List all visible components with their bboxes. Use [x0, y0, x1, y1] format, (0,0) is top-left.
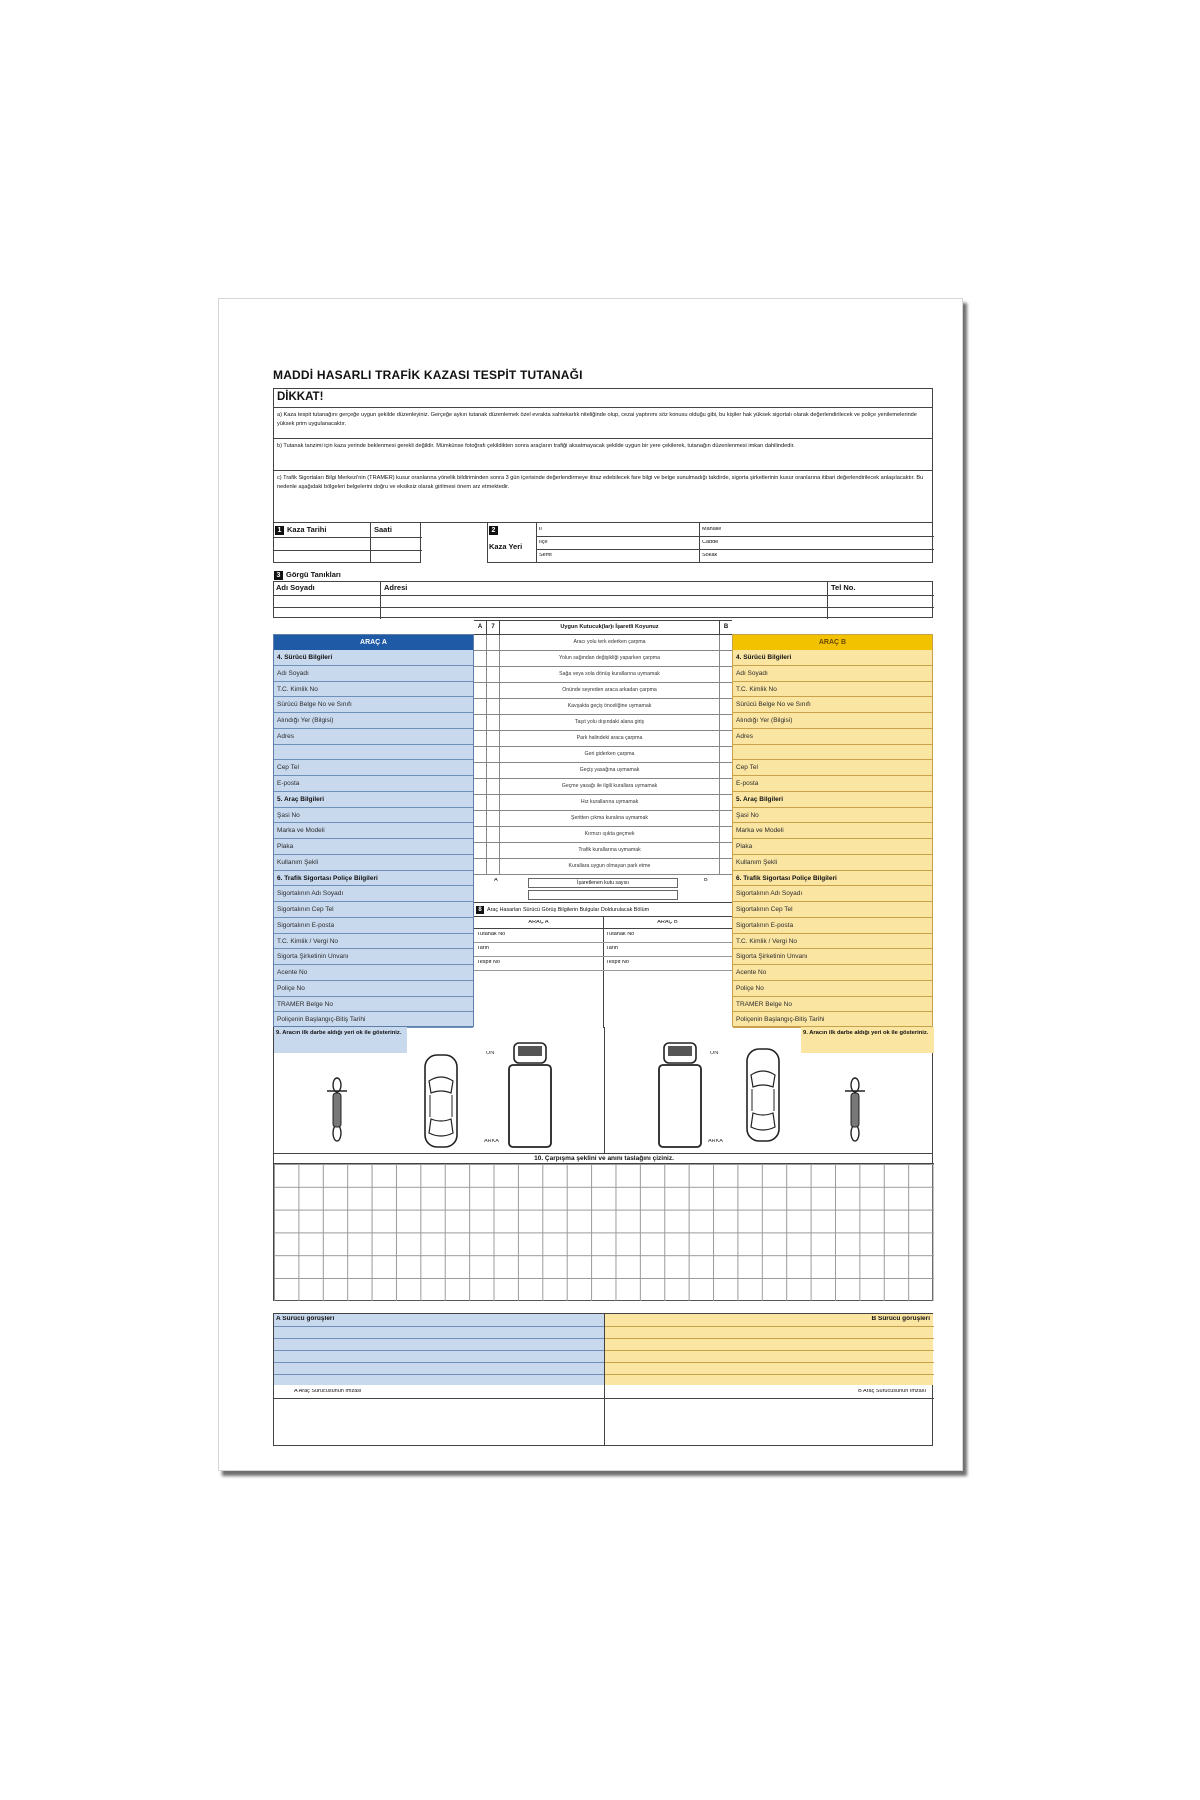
- arac-b-row-13[interactable]: Kullanım Şekli: [733, 855, 932, 871]
- checklist-header: [474, 621, 732, 635]
- form-title: MADDİ HASARLI TRAFİK KAZASI TESPİT TUTANAĞI: [273, 368, 583, 382]
- checklist-number-cell: [487, 811, 500, 826]
- kaza-tarih-label: Kaza Tarihi: [287, 526, 327, 534]
- checklist-number-cell: [487, 731, 500, 746]
- mahalle-label: Mahalle: [702, 527, 722, 532]
- checklist-item: [474, 779, 732, 795]
- arac-b-row-17[interactable]: Sigortalının E-posta: [733, 918, 932, 934]
- checklist-col-no: 7: [487, 621, 500, 634]
- arac-b-row-7[interactable]: Cep Tel: [733, 760, 932, 776]
- sketch-area[interactable]: [273, 1154, 933, 1301]
- sec8-a-field-1: Tutanak No: [477, 932, 506, 937]
- kaza-info-row: [273, 523, 933, 563]
- checkbox-b[interactable]: [719, 651, 732, 666]
- signature-a-field[interactable]: [274, 1399, 604, 1446]
- section-8-grid: [474, 917, 732, 1028]
- checkbox-a[interactable]: [474, 635, 487, 650]
- sec8-b-field-2: Tarih: [606, 946, 618, 951]
- checkbox-b[interactable]: [719, 811, 732, 826]
- arac-a-row-4[interactable]: Alındığı Yer (Bilgisi): [274, 713, 473, 729]
- arac-b-row-3[interactable]: Sürücü Belge No ve Sınıfı: [733, 697, 932, 713]
- gorgu-tel-label: Tel No.: [831, 584, 856, 592]
- arac-a-row-14: 6. Trafik Sigortası Poliçe Bilgileri: [274, 871, 473, 887]
- checklist-item-text: Kurallara uygun olmayan park etme: [568, 863, 651, 870]
- warning-heading: DİKKAT!: [277, 391, 324, 403]
- arac-a-header: ARAÇ A: [274, 635, 473, 650]
- checkbox-a[interactable]: [474, 795, 487, 810]
- signature-area: [273, 1385, 933, 1446]
- arac-b-row-1[interactable]: Adı Soyadı: [733, 666, 932, 682]
- arac-b-rows: [733, 650, 932, 1028]
- section-8-badge: 8: [476, 906, 484, 914]
- arac-a-row-6[interactable]: [274, 745, 473, 761]
- counter-a-label: A: [494, 878, 498, 883]
- checklist-item: [474, 651, 732, 667]
- sec8-arac-a: ARAÇ A: [528, 920, 549, 925]
- gorgu-heading: Görgü Tanıkları: [286, 571, 341, 579]
- center-checklist: [474, 620, 732, 1027]
- motorcycle-a-icon[interactable]: [324, 1075, 350, 1145]
- counter-box: İşaretlenen kutu sayısı: [528, 878, 678, 888]
- checkbox-a[interactable]: [474, 715, 487, 730]
- diagram-b-note: 9. Aracın ilk darbe aldığı yeri ok ile gösteriniz.: [801, 1027, 934, 1053]
- damage-diagram-area: [273, 1027, 933, 1154]
- arac-a-row-1[interactable]: Adı Soyadı: [274, 666, 473, 682]
- checklist-items: [474, 635, 732, 875]
- checklist-item-text: Kırmızı ışıkta geçmek: [584, 831, 635, 838]
- checklist-col-b: B: [719, 621, 732, 634]
- arac-b-row-14: 6. Trafik Sigortası Poliçe Bilgileri: [733, 871, 932, 887]
- checkbox-b[interactable]: [719, 859, 732, 874]
- section-8-text: Araç Hasarları Sürücü Görüş Bilgilerin Bulgular Doldurulacak Bölüm: [487, 906, 650, 913]
- checkbox-b[interactable]: [719, 843, 732, 858]
- section-8-row: [474, 903, 732, 917]
- checklist-number-cell: [487, 715, 500, 730]
- checklist-item: [474, 731, 732, 747]
- diagram-b-on-label: ÖN: [710, 1051, 719, 1056]
- arac-b-row-6[interactable]: [733, 745, 932, 761]
- checklist-heading: Uygun Kutucuk(lar)ı İşaretli Koyunuz: [560, 624, 659, 630]
- arac-a-row-17[interactable]: Sigortalının E-posta: [274, 918, 473, 934]
- checkbox-a[interactable]: [474, 731, 487, 746]
- semt-label: Semt: [539, 553, 552, 558]
- checkbox-a[interactable]: [474, 843, 487, 858]
- checkbox-a[interactable]: [474, 779, 487, 794]
- arac-a-row-8[interactable]: E-posta: [274, 776, 473, 792]
- gorgu-ad-label: Adı Soyadı: [276, 584, 315, 592]
- checklist-item: [474, 667, 732, 683]
- checklist-number-cell: [487, 747, 500, 762]
- checklist-number-cell: [487, 683, 500, 698]
- section-3-badge: 3: [274, 571, 283, 580]
- warning-item-c: c) Trafik Sigortaları Bilgi Merkezi'nin (TRAMER) kusur oranlarına yönelik bildiriminden sonra 3 gün içerisinde değerlendirmeye itiraz edebilecek fare bilgi ve belge sunulmadığı takdirde, sigorta şirketlerinin kusur oranlarına itibari değerlendirilecek anlaşılacaktır. Bu nedenle aşağıdaki bölgeleri belgelerini doğru ve eksiksiz olarak girilmesi önem arz etmektedir.: [277, 475, 924, 490]
- checkbox-b[interactable]: [719, 779, 732, 794]
- car-b-icon[interactable]: [744, 1047, 782, 1143]
- checklist-number-cell: [487, 827, 500, 842]
- checklist-number-cell: [487, 763, 500, 778]
- checklist-item-text: Taşıt yolu dışındaki alana giriş: [574, 719, 645, 726]
- checklist-item-text: Park halindeki araca çarpma: [576, 735, 643, 742]
- arac-a-row-7[interactable]: Cep Tel: [274, 760, 473, 776]
- arac-b-row-21[interactable]: Poliçe No: [733, 981, 932, 997]
- arac-b-row-8[interactable]: E-posta: [733, 776, 932, 792]
- checklist-item-text: Geçiş yasağına uymamak: [579, 767, 640, 774]
- checklist-item: [474, 827, 732, 843]
- arac-b-row-15[interactable]: Sigortalının Adı Soyadı: [733, 886, 932, 902]
- gorgu-adres-label: Adresi: [384, 584, 408, 592]
- checkbox-b[interactable]: [719, 635, 732, 650]
- form-sheet: [218, 298, 963, 1471]
- checklist-item: [474, 859, 732, 875]
- arac-b-row-12[interactable]: Plaka: [733, 839, 932, 855]
- checklist-item-text: Şeritten çıkma kuralına uymamak: [571, 815, 648, 822]
- checklist-number-cell: [487, 859, 500, 874]
- cadde-label: Cadde: [702, 540, 719, 545]
- arac-a-rows: [274, 650, 473, 1028]
- truck-a-icon[interactable]: [506, 1041, 554, 1149]
- checklist-number-cell: [487, 795, 500, 810]
- checklist-number-cell: [487, 635, 500, 650]
- checkbox-b[interactable]: [719, 683, 732, 698]
- gorgu-box: [273, 581, 933, 618]
- kaza-yer-label: Kaza Yeri: [489, 543, 523, 551]
- arac-b-row-2[interactable]: T.C. Kimlik No: [733, 682, 932, 698]
- checklist-number-cell: [487, 699, 500, 714]
- truck-b-icon[interactable]: [656, 1041, 704, 1149]
- arac-a-row-13[interactable]: Kullanım Şekli: [274, 855, 473, 871]
- checklist-item: [474, 683, 732, 699]
- gorgu-heading-row: [274, 571, 341, 580]
- arac-a-row-22[interactable]: TRAMER Belge No: [274, 997, 473, 1013]
- checklist-col-a: A: [474, 621, 487, 634]
- checkbox-a[interactable]: [474, 747, 487, 762]
- il-label: İl: [539, 527, 542, 532]
- sec8-arac-b: ARAÇ B: [657, 920, 678, 925]
- arac-a-row-2[interactable]: T.C. Kimlik No: [274, 682, 473, 698]
- diagram-a-note: 9. Aracın ilk darbe aldığı yeri ok ile gösteriniz.: [274, 1027, 407, 1053]
- warning-item-b: b) Tutanak tanzimi için kaza yerinde beklenmesi gerekli değildir. Mümkünse fotoğrafı çekildikten sonra araçların trafiği aksatmayacak şekilde uygun bir yere çekilerek, tutanağın düzenlenmesi imkan dahilindedir.: [277, 443, 795, 449]
- motorcycle-b-icon[interactable]: [842, 1075, 868, 1145]
- checkbox-b[interactable]: [719, 667, 732, 682]
- arac-b-row-5[interactable]: Adres: [733, 729, 932, 745]
- checkbox-a[interactable]: [474, 683, 487, 698]
- arac-b-row-9: 5. Araç Bilgileri: [733, 792, 932, 808]
- sketch-grid[interactable]: [274, 1164, 934, 1301]
- checklist-item: [474, 715, 732, 731]
- signature-b-field[interactable]: [605, 1399, 934, 1446]
- checklist-item: [474, 811, 732, 827]
- arac-b-row-10[interactable]: Şasi No: [733, 808, 932, 824]
- arac-a-row-18[interactable]: T.C. Kimlik / Vergi No: [274, 934, 473, 950]
- sokak-label: Sokak: [702, 553, 718, 558]
- signature-a-label: A Araç Sürücüsünün İmzası: [294, 1389, 362, 1394]
- kaza-yer-box: [487, 523, 933, 563]
- checklist-item-text: Hız kurallarına uymamak: [580, 799, 639, 806]
- ilce-label: İlçe: [539, 540, 548, 545]
- sec8-b-field-3: Tespit No: [606, 960, 629, 965]
- car-a-icon[interactable]: [422, 1053, 460, 1149]
- checkbox-b[interactable]: [719, 795, 732, 810]
- arac-b-row-0: 4. Sürücü Bilgileri: [733, 650, 932, 666]
- checklist-item: [474, 763, 732, 779]
- checkbox-b[interactable]: [719, 747, 732, 762]
- checklist-item-text: Aracı yolu terk ederken çarpma: [573, 639, 646, 646]
- arac-a-row-20[interactable]: Acente No: [274, 965, 473, 981]
- checklist-item-text: Önünde seyreden araca arkadan çarpma: [562, 687, 657, 694]
- checkbox-a[interactable]: [474, 859, 487, 874]
- checklist-item-text: Trafik kurallarına uymamak: [578, 847, 641, 854]
- checklist-item-text: Kavşakta geçiş önceliğine uymamak: [567, 703, 652, 710]
- arac-a-row-5[interactable]: Adres: [274, 729, 473, 745]
- checklist-item: [474, 795, 732, 811]
- arac-a-row-11[interactable]: Marka ve Modeli: [274, 823, 473, 839]
- signature-b-label: B Araç Sürücüsünün İmzası: [858, 1389, 926, 1394]
- arac-b-row-4[interactable]: Alındığı Yer (Bilgisi): [733, 713, 932, 729]
- arac-a-row-15[interactable]: Sigortalının Adı Soyadı: [274, 886, 473, 902]
- gorus-area: [273, 1313, 933, 1385]
- arac-b-row-22[interactable]: TRAMER Belge No: [733, 997, 932, 1013]
- arac-a-column: [273, 634, 474, 1027]
- checkbox-a[interactable]: [474, 827, 487, 842]
- checklist-number-cell: [487, 779, 500, 794]
- arac-a-row-23[interactable]: Poliçenin Başlangıç-Bitiş Tarihi: [274, 1012, 473, 1028]
- diagram-b-arka-label: ARKA: [708, 1139, 723, 1144]
- kaza-tarih-box: [273, 523, 421, 563]
- checkbox-a[interactable]: [474, 699, 487, 714]
- gorus-a-label: A Sürücü görüşleri: [276, 1316, 335, 1322]
- checklist-item-text: Yolun sağından değişikliği yaparken çarpma: [558, 655, 661, 662]
- checklist-item-text: Geri giderken çarpma: [584, 751, 635, 758]
- checkbox-a[interactable]: [474, 763, 487, 778]
- checkbox-b[interactable]: [719, 699, 732, 714]
- checklist-number-cell: [487, 651, 500, 666]
- arac-a-row-10[interactable]: Şasi No: [274, 808, 473, 824]
- arac-b-row-11[interactable]: Marka ve Modeli: [733, 823, 932, 839]
- arac-a-row-9: 5. Araç Bilgileri: [274, 792, 473, 808]
- counter-b-label: B: [704, 878, 708, 883]
- section-2-badge: 2: [489, 526, 498, 535]
- warning-box: [273, 388, 933, 523]
- arac-a-row-3[interactable]: Sürücü Belge No ve Sınıfı: [274, 697, 473, 713]
- arac-a-row-16[interactable]: Sigortalının Cep Tel: [274, 902, 473, 918]
- warning-item-a: a) Kaza tespit tutanağını gerçeğe uygun şekilde düzenleyiniz. Gerçeğe aykırı tutanak düzenlemek özel evrakta sahtekarlık niteliğinde olup, cezai yaptırımı söz konusu olduğu gibi, bu kişiler hak yüksek sigortalı olarak değerlendirilecek ve poliçe yenilemelerinde yüksek prim uygulanacaktır.: [277, 412, 917, 427]
- sec8-b-field-1: Tutanak No: [606, 932, 635, 937]
- checklist-item: [474, 699, 732, 715]
- arac-b-row-18[interactable]: T.C. Kimlik / Vergi No: [733, 934, 932, 950]
- checkbox-a[interactable]: [474, 651, 487, 666]
- checklist-item: [474, 843, 732, 859]
- arac-b-column: [732, 634, 933, 1027]
- checklist-number-cell: [487, 667, 500, 682]
- checkbox-a[interactable]: [474, 667, 487, 682]
- checkbox-b[interactable]: [719, 715, 732, 730]
- gorus-b-box[interactable]: [604, 1314, 933, 1385]
- checklist-number-cell: [487, 843, 500, 858]
- checkbox-a[interactable]: [474, 811, 487, 826]
- checklist-item: [474, 747, 732, 763]
- section-1-badge: 1: [275, 526, 284, 535]
- counter-box-2: [528, 890, 678, 900]
- sketch-caption: 10. Çarpışma şeklini ve anını taslağını çiziniz.: [274, 1154, 934, 1164]
- arac-a-row-0: 4. Sürücü Bilgileri: [274, 650, 473, 666]
- arac-b-row-23[interactable]: Poliçenin Başlangıç-Bitiş Tarihi: [733, 1012, 932, 1028]
- gorus-a-box[interactable]: [274, 1314, 604, 1385]
- sec8-a-field-2: Tarih: [477, 946, 489, 951]
- arac-b-row-20[interactable]: Acente No: [733, 965, 932, 981]
- arac-a-row-12[interactable]: Plaka: [274, 839, 473, 855]
- checkbox-b[interactable]: [719, 827, 732, 842]
- arac-b-row-16[interactable]: Sigortalının Cep Tel: [733, 902, 932, 918]
- gorus-b-label: B Sürücü görüşleri: [871, 1316, 930, 1322]
- arac-b-header: ARAÇ B: [733, 635, 932, 650]
- checklist-item: [474, 635, 732, 651]
- arac-a-row-19[interactable]: Sigorta Şirketinin Unvanı: [274, 949, 473, 965]
- checkbox-b[interactable]: [719, 763, 732, 778]
- sec8-a-field-3: Tespit No: [477, 960, 500, 965]
- checklist-item-text: Sağa veya sola dönüş kurallarına uymamak: [559, 671, 660, 678]
- checklist-item-text: Geçme yasağı ile ilgili kurallara uymamak: [561, 783, 658, 790]
- checkbox-b[interactable]: [719, 731, 732, 746]
- arac-b-row-19[interactable]: Sigorta Şirketinin Unvanı: [733, 949, 932, 965]
- diagram-a-on-label: ÖN: [486, 1051, 495, 1056]
- arac-a-row-21[interactable]: Poliçe No: [274, 981, 473, 997]
- diagram-a-arka-label: ARKA: [484, 1139, 499, 1144]
- kaza-saat-label: Saati: [374, 526, 392, 534]
- checklist-counter: [474, 875, 732, 903]
